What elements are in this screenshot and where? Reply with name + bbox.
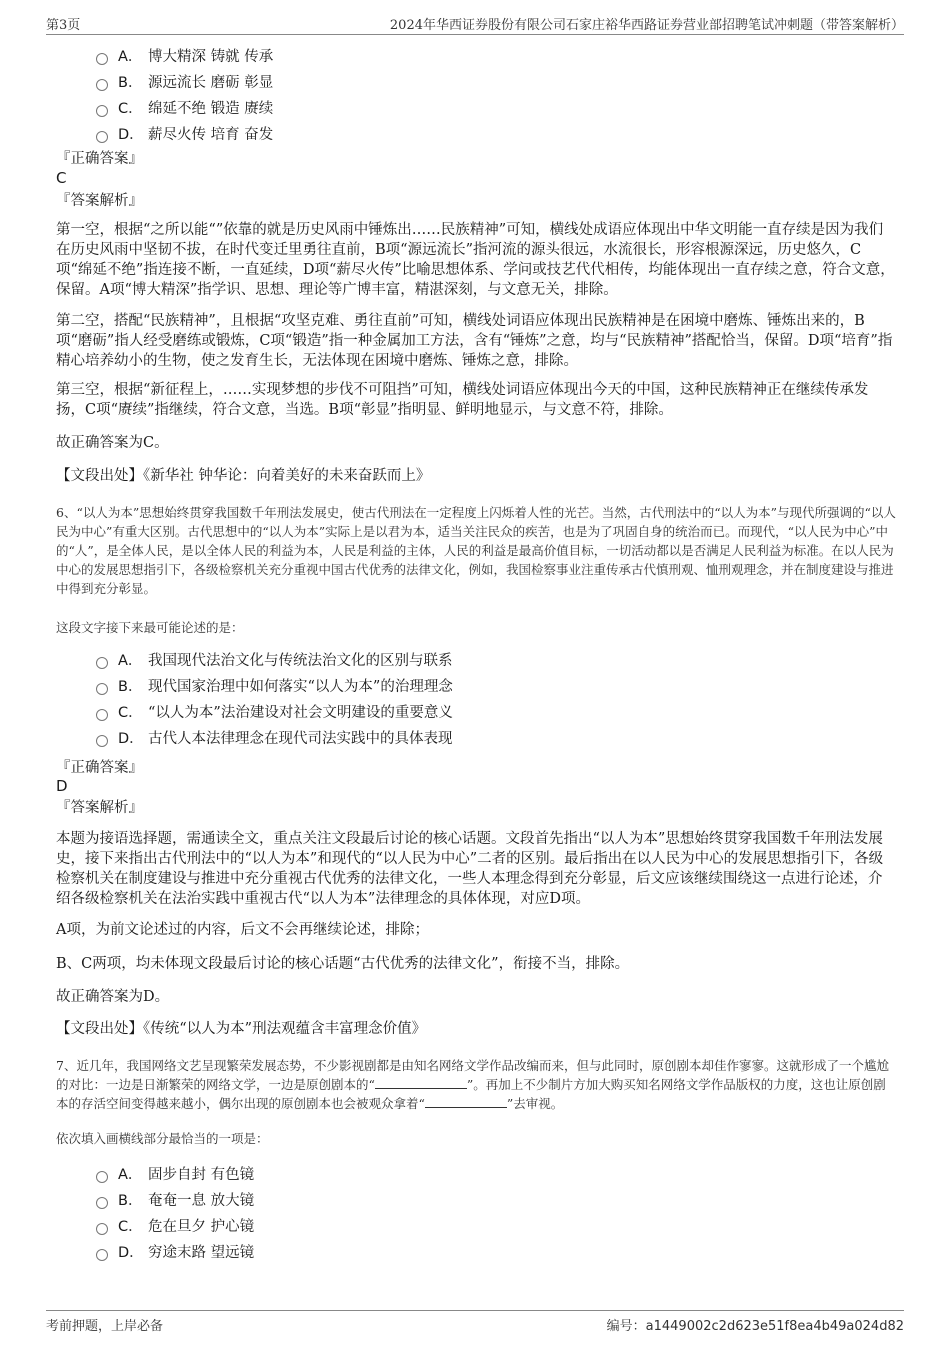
radio-icon[interactable]	[96, 53, 108, 65]
q7-option-a[interactable]: A． 固步自封 有色镜	[96, 1162, 696, 1188]
radio-icon[interactable]	[96, 1249, 108, 1261]
q5-analysis-label: 『答案解析』	[56, 193, 143, 209]
radio-icon[interactable]	[96, 105, 108, 117]
q5-option-b[interactable]: B． 源远流长 磨砺 彰显	[96, 70, 696, 96]
radio-icon[interactable]	[96, 735, 108, 747]
footer-slogan: 考前押题，上岸必备	[46, 1319, 164, 1334]
q5-answer: C	[56, 169, 67, 187]
radio-icon[interactable]	[96, 683, 108, 695]
q7-option-b[interactable]: B． 奄奄一息 放大镜	[96, 1188, 696, 1214]
q6-answer-label: 『正确答案』	[56, 760, 143, 776]
q5-analysis-p1: 第一空，根据“之所以能“”依靠的就是历史风雨中锤炼出……民族精神”可知，横线处成语应体现出中华文明能一直存续是因为我们在历史风雨中坚韧不拔，在时代变迁里勇往直前，B项“源远流长”指河流的源头很远，水流很长，形容根源深远，历史悠久，C项“绵延不绝”指连接不断，一直延续，D项“薪尽火传”比喻思想体系、学问或技艺代代相传，均能体现出一直存续之意，符合文意，保留。A项“博大精深”指学识、思想、理论等广博丰富，精湛深刻，与文意无关，排除。	[56, 222, 895, 298]
q6-source: 【文段出处】《传统“以人为本”刑法观蕴含丰富理念价值》	[56, 1021, 427, 1037]
q7-options	[96, 1162, 696, 1266]
radio-icon[interactable]	[96, 1171, 108, 1183]
fill-blank[interactable]	[425, 1095, 507, 1108]
q5-options	[96, 44, 696, 148]
page-number: 第3页	[46, 18, 81, 33]
q6-analysis-label: 『答案解析』	[56, 800, 143, 816]
q5-analysis-p3: 第三空，根据“新征程上，……实现梦想的步伐不可阻挡”可知，横线处词语应体现出今天的中国，这种民族精神正在继续传承发扬，C项“赓续”指继续，符合文意，当选。B项“彰显”指明显、鲜明地显示，与文意不符，排除。	[56, 382, 869, 418]
radio-icon[interactable]	[96, 131, 108, 143]
q5-conclusion: 故正确答案为C。	[56, 435, 169, 451]
q6-stem: 6、“以人为本”思想始终贯穿我国数千年刑法发展史，使古代刑法在一定程度上闪烁着人性的光芒。当然，古代刑法中的“以人为本”与现代所强调的“以人民为中心”有重大区别。古代思想中的“以人为本”实际上是以君为本，适当关注民众的疾苦，也是为了巩固自身的统治而已。而现代，“以人民为中心”中的“人”，是全体人民，是以全体人民的利益为本，人民是利益的主体，人民的利益是最高价值目标，一切活动都以是否满足人民利益为标准。在以人民为中心的发展思想指引下，各级检察机关充分重视中国古代优秀的法律文化，例如，我国检察事业注重传承古代慎刑观、恤刑观理念，并在制度建设与推进中得到充分彰显。	[56, 505, 896, 596]
radio-icon[interactable]	[96, 1223, 108, 1235]
fill-blank[interactable]	[375, 1076, 467, 1089]
q5-analysis-p2: 第二空，搭配“民族精神”，且根据“攻坚克难、勇往直前”可知，横线处词语应体现出民族精神是在困境中磨炼、锤炼出来的，B项“磨砺”指人经受磨练或锻炼，C项“锻造”指一种金属加工方法，含有“锤炼”之意，均与“民族精神”搭配恰当，保留。D项“培育”指精心培养幼小的生物，使之发育生长，无法体现在困境中磨炼、锤炼之意，排除。	[56, 313, 893, 369]
q7-stem: 7、近几年，我国网络文艺呈现繁荣发展态势，不少影视剧都是由知名网络文学作品改编而来，但与此同时，原创剧本却佳作寥寥。这就形成了一个尴尬的对比：一边是日渐繁荣的网络文学，一边是原创剧本的“ ”。再加上不少制片方加大购买知名网络文学作品版权的力度，这也让原创剧本的存活空间变得越来越小，偶尔出现的原创剧本也会被观众拿着“ ”去审视。	[56, 1058, 889, 1111]
q6-option-c[interactable]: C． “以人为本”法治建设对社会文明建设的重要意义	[96, 700, 696, 726]
q6-analysis-p1: 本题为接语选择题，需通读全文，重点关注文段最后讨论的核心话题。文段首先指出“以人为本”思想始终贯穿我国数千年刑法发展史，接下来指出古代刑法中的“以人为本”和现代的“以人民为中心”二者的区别。最后指出在以人民为中心的发展思想指引下，各级检察机关在制度建设与推进中充分重视古代优秀的法律文化，一些人本理念得到充分彰显，后文应该继续围绕这一点进行论述，介绍各级检察机关在法治实践中重视古代“以人为本”法律理念的具体体现，对应D项。	[56, 831, 884, 907]
q5-answer-label: 『正确答案』	[56, 151, 143, 167]
q5-option-d[interactable]: D． 薪尽火传 培育 奋发	[96, 122, 696, 148]
radio-icon[interactable]	[96, 709, 108, 721]
q6-options	[96, 648, 696, 752]
q7-prompt: 依次填入画横线部分最恰当的一项是：	[56, 1131, 269, 1146]
radio-icon[interactable]	[96, 1197, 108, 1209]
radio-icon[interactable]	[96, 657, 108, 669]
q5-option-c[interactable]: C． 绵延不绝 锻造 赓续	[96, 96, 696, 122]
q6-option-d[interactable]: D． 古代人本法律理念在现代司法实践中的具体表现	[96, 726, 696, 752]
q6-prompt: 这段文字接下来最可能论述的是：	[56, 620, 244, 635]
q5-option-a[interactable]: A． 博大精深 铸就 传承	[96, 44, 696, 70]
q7-option-d[interactable]: D． 穷途末路 望远镜	[96, 1240, 696, 1266]
q6-analysis-p2: A项，为前文论述过的内容，后文不会再继续论述，排除；	[56, 922, 429, 938]
q6-option-b[interactable]: B． 现代国家治理中如何落实“以人为本”的治理理念	[96, 674, 696, 700]
q6-option-a[interactable]: A． 我国现代法治文化与传统法治文化的区别与联系	[96, 648, 696, 674]
page-footer	[46, 1310, 904, 1339]
q7-option-c[interactable]: C． 危在旦夕 护心镜	[96, 1214, 696, 1240]
q6-answer: D	[56, 777, 68, 795]
q6-conclusion: 故正确答案为D。	[56, 989, 170, 1005]
page-header	[46, 14, 904, 35]
document-code: 编号：a1449002c2d623e51f8ea4b49a024d82	[606, 1319, 904, 1334]
q5-source: 【文段出处】《新华社 钟华论：向着美好的未来奋跃而上》	[56, 468, 431, 484]
document-title: 2024年华西证券股份有限公司石家庄裕华西路证券营业部招聘笔试冲刺题（带答案解析）	[389, 18, 904, 33]
radio-icon[interactable]	[96, 79, 108, 91]
q6-analysis-p3: B、C两项，均未体现文段最后讨论的核心话题“古代优秀的法律文化”，衔接不当，排除。	[56, 956, 630, 972]
